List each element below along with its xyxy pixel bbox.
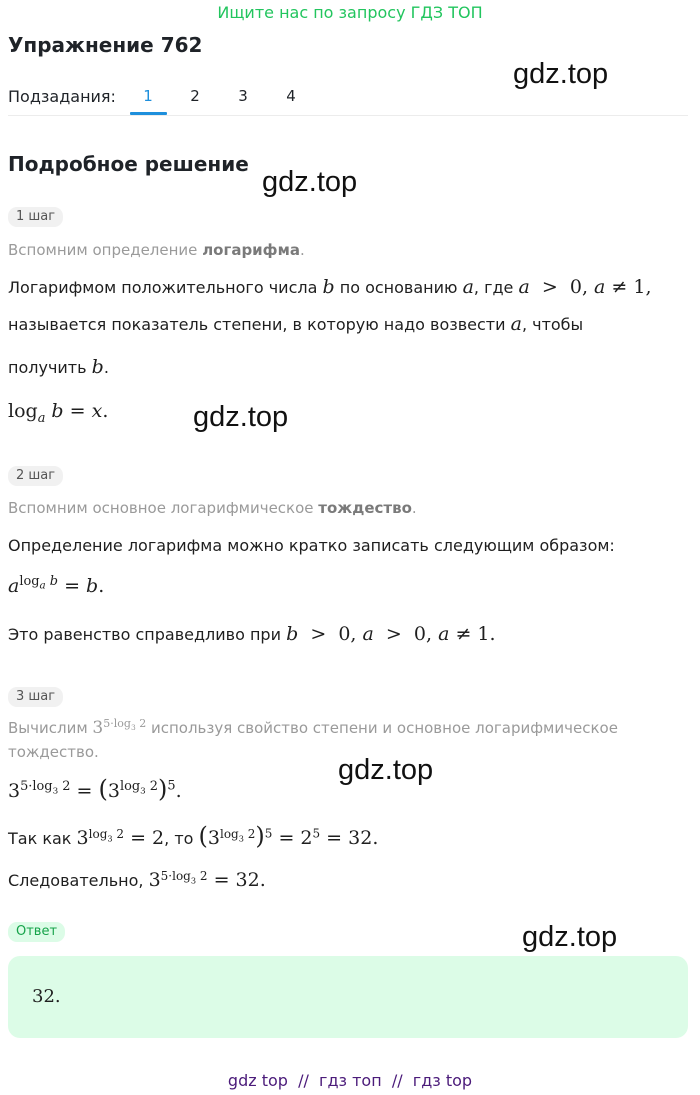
watermark: gdz.top bbox=[338, 754, 434, 786]
step3-line3: Так как $3^{log_3 2} = 2$, то $(3^{log_3 2})^5 = 2^5 = 32$. bbox=[8, 822, 379, 850]
subtasks-label: Подзадания: bbox=[8, 87, 116, 106]
step1-line2: называется показатель степени, в которую надо возвести a, чтобы bbox=[8, 313, 584, 335]
watermark: gdz.top bbox=[522, 921, 618, 953]
solution-heading: Подробное решение bbox=[8, 152, 249, 176]
watermark: gdz.top bbox=[513, 58, 609, 90]
answer-value: 32. bbox=[32, 986, 61, 1007]
step2-line1: Определение логарифма можно кратко записать следующим образом: bbox=[8, 536, 615, 555]
subtask-tab-1[interactable]: 1 bbox=[143, 87, 153, 105]
step-badge-3: 3 шаг bbox=[8, 687, 63, 707]
step3-hint: Вычислим $3^{5\cdot log_3 2}$ используя свойство степени и основное логарифмическое bbox=[8, 717, 618, 738]
search-banner: Ищите нас по запросу ГДЗ ТОП bbox=[217, 3, 483, 22]
step2-formula: $a^{log_a b} = b$. bbox=[8, 573, 105, 597]
watermark: gdz.top bbox=[193, 401, 289, 433]
step1-hint: Вспомним определение логарифма. bbox=[8, 241, 305, 259]
step1-line3: получить b. bbox=[8, 356, 109, 378]
footer-links[interactable]: gdz top // гдз топ // гдз top bbox=[227, 1071, 473, 1090]
answer-badge: Ответ bbox=[8, 922, 65, 942]
watermark: gdz.top bbox=[262, 166, 358, 198]
step-badge-1: 1 шаг bbox=[8, 207, 63, 227]
subtask-tab-4[interactable]: 4 bbox=[286, 87, 296, 105]
page-title: Упражнение 762 bbox=[8, 33, 203, 57]
step3-line4: Следовательно, $3^{5\cdot log_3 2} = 32$. bbox=[8, 868, 266, 891]
divider bbox=[8, 115, 688, 116]
step1-formula: $\log_a b = x$. bbox=[8, 400, 109, 426]
step-badge-2: 2 шаг bbox=[8, 466, 63, 486]
step2-hint: Вспомним основное логарифмическое тождество. bbox=[8, 499, 417, 517]
answer-box bbox=[8, 956, 688, 1038]
step2-line3: Это равенство справедливо при b > 0, a > 0, a ≠ 1. bbox=[8, 623, 496, 645]
subtask-tab-3[interactable]: 3 bbox=[238, 87, 248, 105]
step3-formula: $3^{5\cdot log_3 2} = (3^{log_3 2})^5$. bbox=[8, 775, 182, 803]
subtask-tab-2[interactable]: 2 bbox=[190, 87, 200, 105]
step3-hint-line2: тождество. bbox=[8, 743, 99, 761]
step1-line1: Логарифмом положительного числа b по основанию a, где a > 0, a ≠ 1, bbox=[8, 276, 652, 298]
